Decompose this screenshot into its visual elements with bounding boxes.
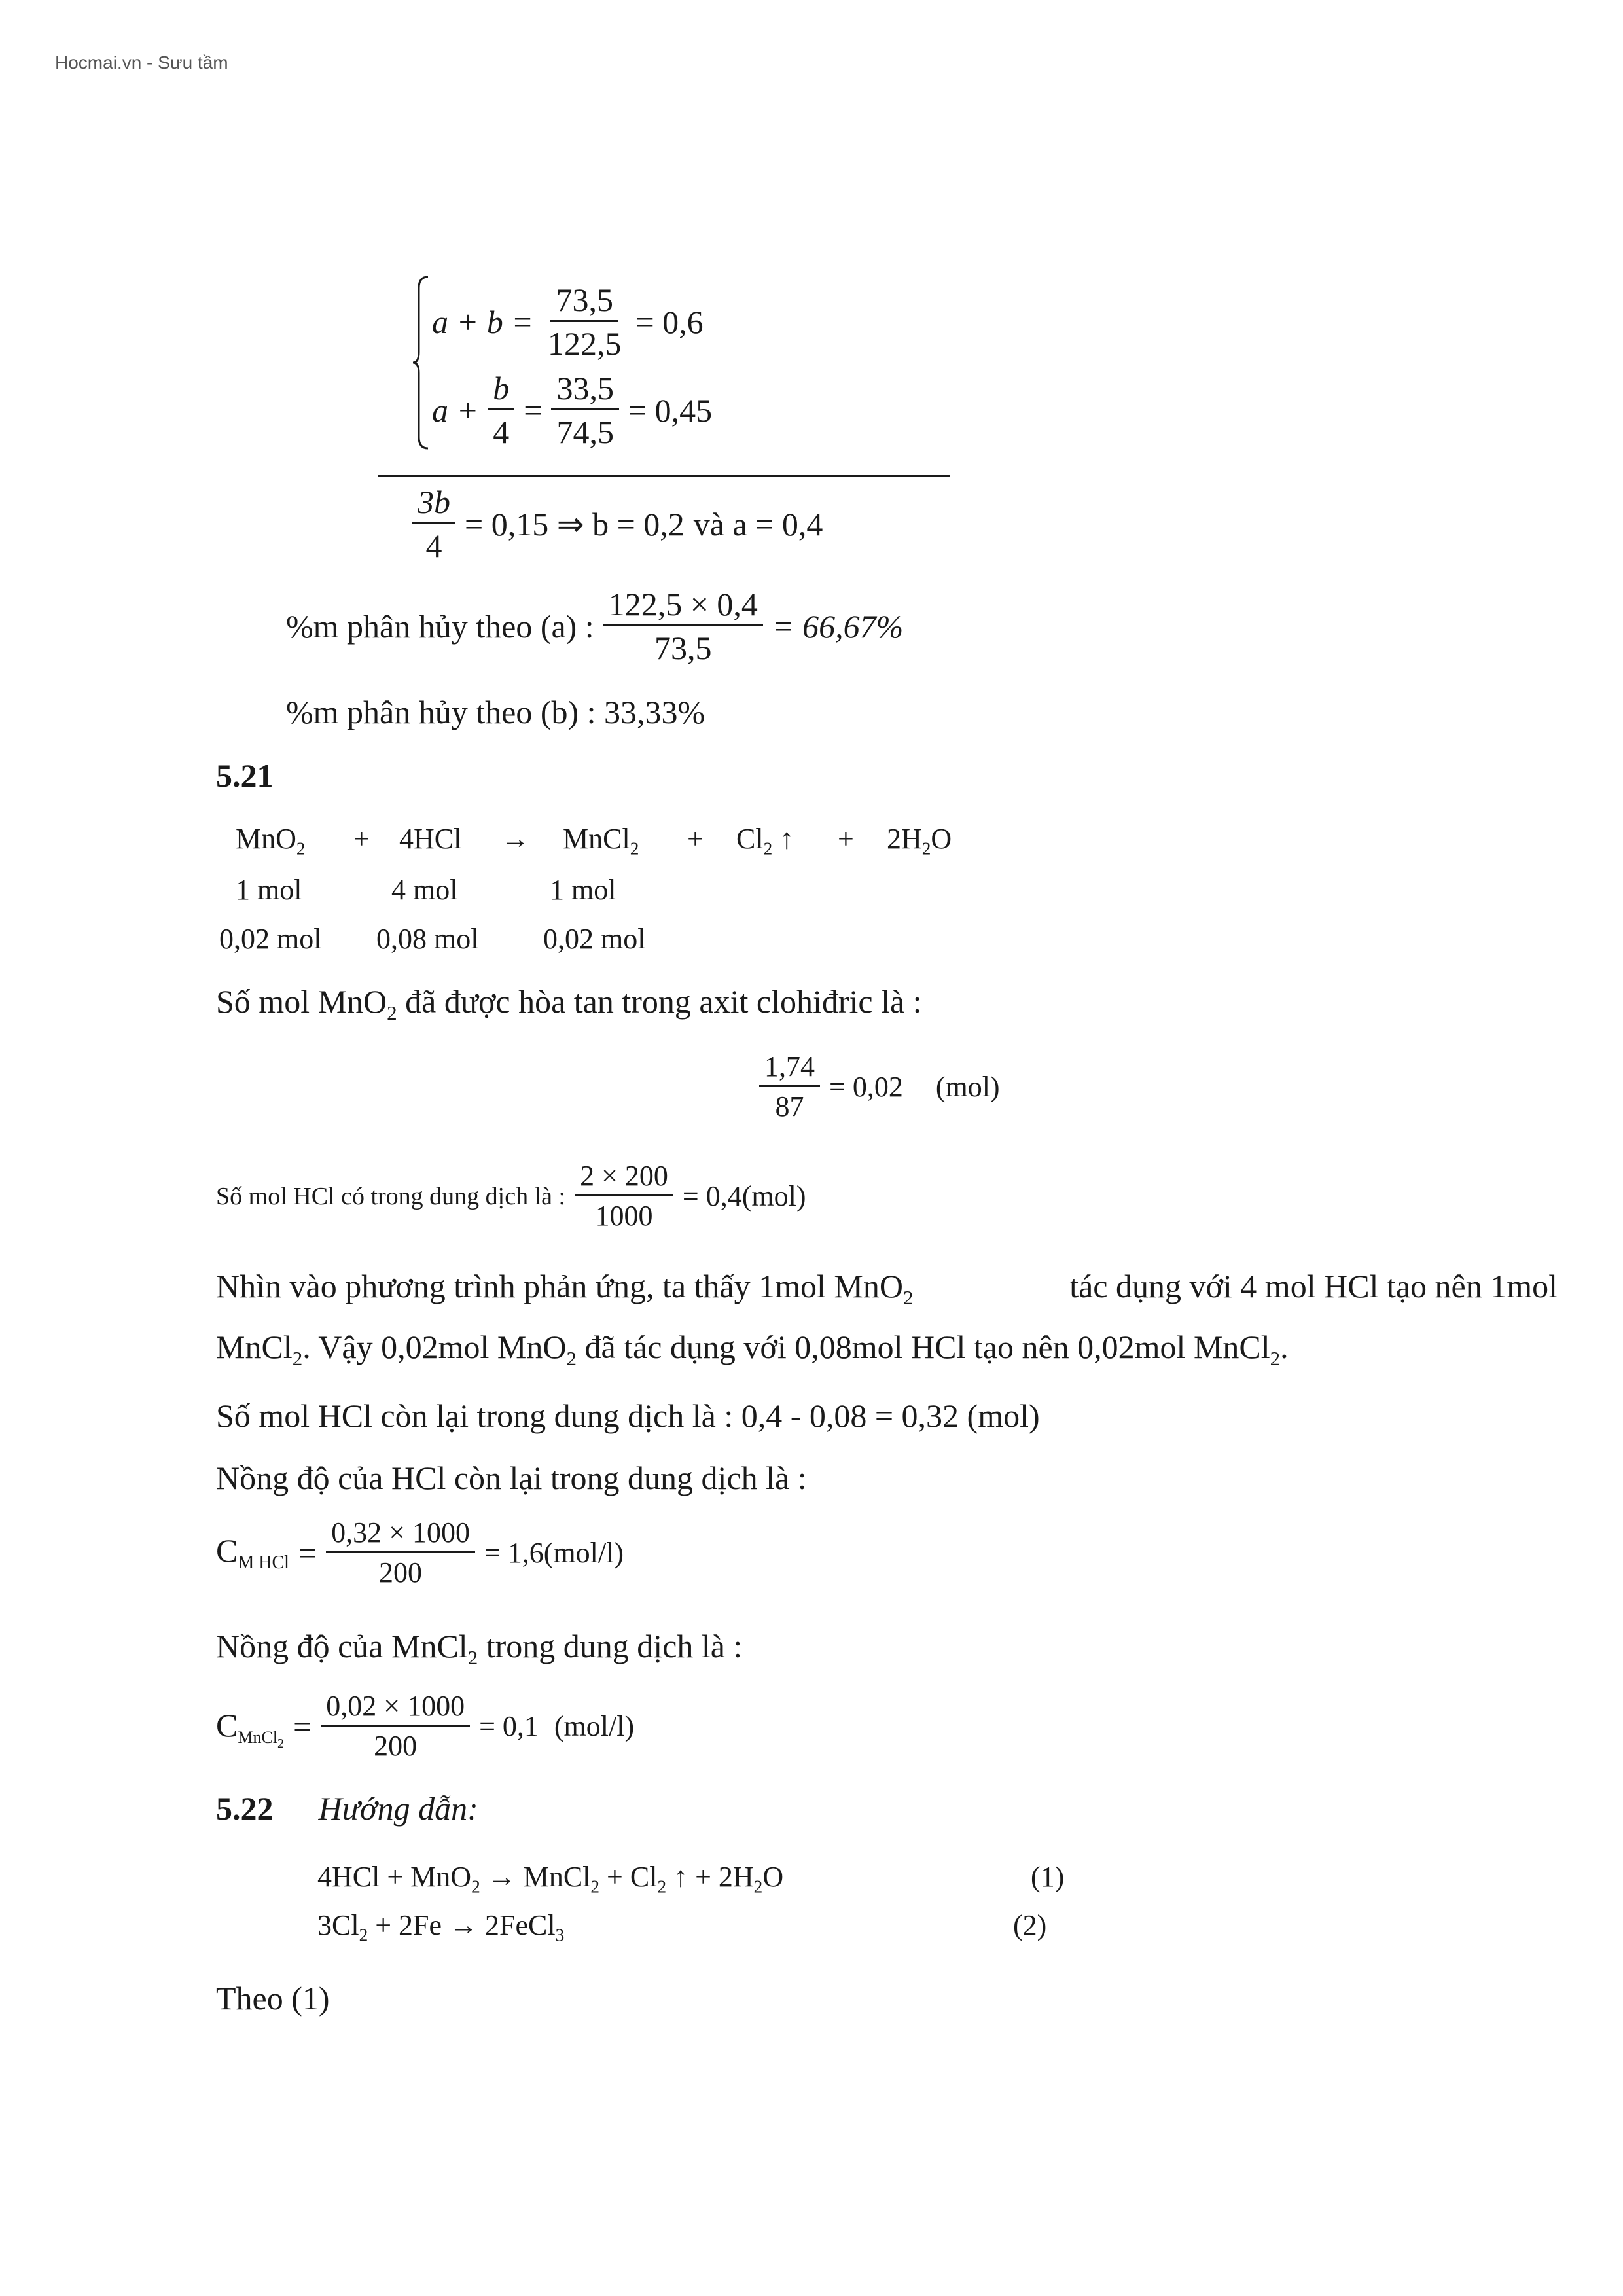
pct-a-label: %m phân hủy theo (a) : bbox=[286, 607, 594, 645]
mol-row-1 bbox=[236, 876, 890, 908]
watermark: Hocmai.vn - Sưu tầm bbox=[55, 52, 228, 73]
mol-row-2 bbox=[219, 925, 874, 958]
pct-a-rhs: = 66,67% bbox=[772, 607, 904, 645]
mol-row-2-cell: 0,02 mol bbox=[543, 923, 646, 955]
system-eq-2 bbox=[432, 372, 712, 448]
para1-text-b: tác dụng với 4 mol HCl tạo nên 1mol bbox=[1069, 1268, 1558, 1304]
c2-symbol: $C_{MnCl_2}$ bbox=[216, 1707, 285, 1751]
eq2-small-fraction bbox=[488, 372, 514, 448]
eq2-lhs: a + bbox=[432, 391, 479, 429]
c2-unit: (mol/l) bbox=[554, 1710, 635, 1742]
mol-row-1-cell: 1 mol bbox=[236, 874, 302, 906]
f1-den: 87 bbox=[775, 1090, 804, 1122]
remaining-hcl-line: Số mol HCl còn lại trong dung dịch là : 0,4 - 0,08 = 0,32 (mol) bbox=[216, 1397, 1040, 1434]
mncl2-concentration-title: Nồng độ của MnCl$_2$ trong dung dịch là : bbox=[216, 1628, 743, 1669]
pct-b-line: %m phân hủy theo (b) : 33,33% bbox=[286, 694, 705, 730]
reactant-mno2: MnO$_2$ bbox=[236, 823, 306, 859]
mol-row-1-cell: 1 mol bbox=[550, 874, 616, 906]
moles-mno2-line: Số mol MnO$_2$ đã được hòa tan trong axit clohiđric là : bbox=[216, 983, 922, 1024]
eq2-rhs: = 0,45 bbox=[628, 391, 713, 429]
eq2-fden: 4 bbox=[493, 414, 510, 450]
c1-eq: = bbox=[298, 1534, 317, 1571]
section-title-5-21: 5.21 bbox=[216, 757, 274, 794]
section-subtitle: Hướng dẫn: bbox=[318, 1790, 478, 1827]
eq2-den: 74,5 bbox=[556, 414, 614, 450]
subtraction-line bbox=[378, 475, 950, 477]
c2-eq: = bbox=[293, 1708, 312, 1745]
result-num: 3b bbox=[412, 486, 455, 524]
f1-fraction bbox=[759, 1052, 820, 1121]
moles-hcl-label: Số mol HCl có trong dung dịch là : bbox=[216, 1182, 566, 1210]
f1-rhs: = 0,02 bbox=[829, 1070, 903, 1103]
reaction-2-number: (2) bbox=[1013, 1909, 1047, 1941]
eq1-num: 73,5 bbox=[550, 283, 618, 322]
plus-3: + bbox=[838, 823, 854, 855]
c2-fraction bbox=[321, 1692, 470, 1761]
hcl-concentration-calc bbox=[216, 1518, 624, 1587]
c2-num: 0,02 × 1000 bbox=[321, 1692, 470, 1727]
reaction-arrow: → bbox=[501, 823, 529, 855]
result-fraction bbox=[412, 486, 455, 562]
system-eq-1 bbox=[432, 283, 704, 360]
pct-a-num: 122,5 × 0,4 bbox=[603, 588, 763, 626]
reaction-2: $3Cl_2 + 2Fe$ → 2FeCl$_3$ bbox=[317, 1909, 565, 1945]
moles-mno2-calc bbox=[759, 1052, 1000, 1121]
c1-den: 200 bbox=[379, 1556, 423, 1588]
paragraph-line-2: MnCl$_2$. Vậy 0,02mol MnO$_2$ đã tác dụng với 0,08mol HCl tạo nên 0,02mol MnCl$_2$. bbox=[216, 1329, 1289, 1370]
eq1-lhs: a + b = bbox=[432, 303, 533, 340]
pct-a-line bbox=[286, 588, 903, 664]
c1-rhs: = 1,6(mol/l) bbox=[484, 1536, 624, 1569]
plus-2: + bbox=[687, 823, 704, 855]
pct-a-fraction bbox=[603, 588, 763, 664]
product-cl2: $Cl_2$ ↑ bbox=[736, 823, 794, 859]
theo-line: Theo (1) bbox=[216, 1980, 330, 2017]
f1-unit: (mol) bbox=[935, 1070, 1000, 1103]
paragraph-line-1 bbox=[216, 1268, 1558, 1309]
hcl-concentration-title: Nồng độ của HCl còn lại trong dung dịch là : bbox=[216, 1460, 807, 1496]
c2-rhs: = 0,1 bbox=[479, 1710, 539, 1742]
result-den: 4 bbox=[425, 528, 442, 564]
eq1-fraction bbox=[543, 283, 627, 360]
f2-num: 2 × 200 bbox=[575, 1162, 673, 1196]
c1-symbol: $C_{M HCl}$ bbox=[216, 1532, 289, 1573]
eq2-num: 33,5 bbox=[551, 372, 619, 410]
system-brace bbox=[411, 275, 431, 450]
plus-1: + bbox=[353, 823, 370, 855]
mol-row-2-cell: 0,02 mol bbox=[219, 923, 322, 955]
moles-hcl-line bbox=[216, 1162, 806, 1230]
eq1-rhs: = 0,6 bbox=[635, 303, 704, 340]
product-mncl2: MnCl$_2$ bbox=[563, 823, 639, 859]
c1-num: 0,32 × 1000 bbox=[326, 1518, 475, 1553]
section-5-22-heading bbox=[216, 1792, 478, 1825]
f2-rhs: = 0,4(mol) bbox=[682, 1179, 806, 1212]
system-result bbox=[412, 486, 823, 562]
eq2-eqsign: = bbox=[524, 391, 543, 429]
product-h2o: $2H_2O$ bbox=[887, 823, 952, 859]
c1-fraction bbox=[326, 1518, 475, 1587]
mol-row-2-cell: 0,08 mol bbox=[376, 923, 479, 955]
para1-text-a: Nhìn vào phương trình phản ứng, ta thấy 1mol MnO$_2$ bbox=[216, 1268, 914, 1309]
eq2-fnum: b bbox=[488, 372, 514, 410]
c2-den: 200 bbox=[374, 1730, 418, 1762]
section-title-5-22: 5.22 bbox=[216, 1790, 274, 1827]
f2-den: 1000 bbox=[595, 1200, 653, 1232]
result-tail: và a = 0,4 bbox=[693, 505, 823, 543]
mncl2-concentration-calc bbox=[216, 1692, 634, 1761]
f2-fraction bbox=[575, 1162, 673, 1230]
eq2-fraction bbox=[551, 372, 619, 448]
result-rhs: = 0,15 ⇒ b = 0,2 bbox=[465, 505, 685, 543]
f1-num: 1,74 bbox=[759, 1052, 820, 1087]
mol-row-1-cell: 4 mol bbox=[391, 874, 458, 906]
reaction-1: 4HCl + MnO$_2$ → MnCl$_2$ + $Cl_2$ ↑ + $2H_2O$ bbox=[317, 1861, 784, 1897]
reaction-1-number: (1) bbox=[1031, 1861, 1065, 1893]
eq1-den: 122,5 bbox=[547, 325, 622, 362]
gas-up-icon: ↑ bbox=[779, 823, 794, 855]
reactant-hcl: 4HCl bbox=[399, 823, 462, 855]
reaction-equation bbox=[236, 825, 982, 860]
pct-a-den: 73,5 bbox=[654, 630, 712, 666]
